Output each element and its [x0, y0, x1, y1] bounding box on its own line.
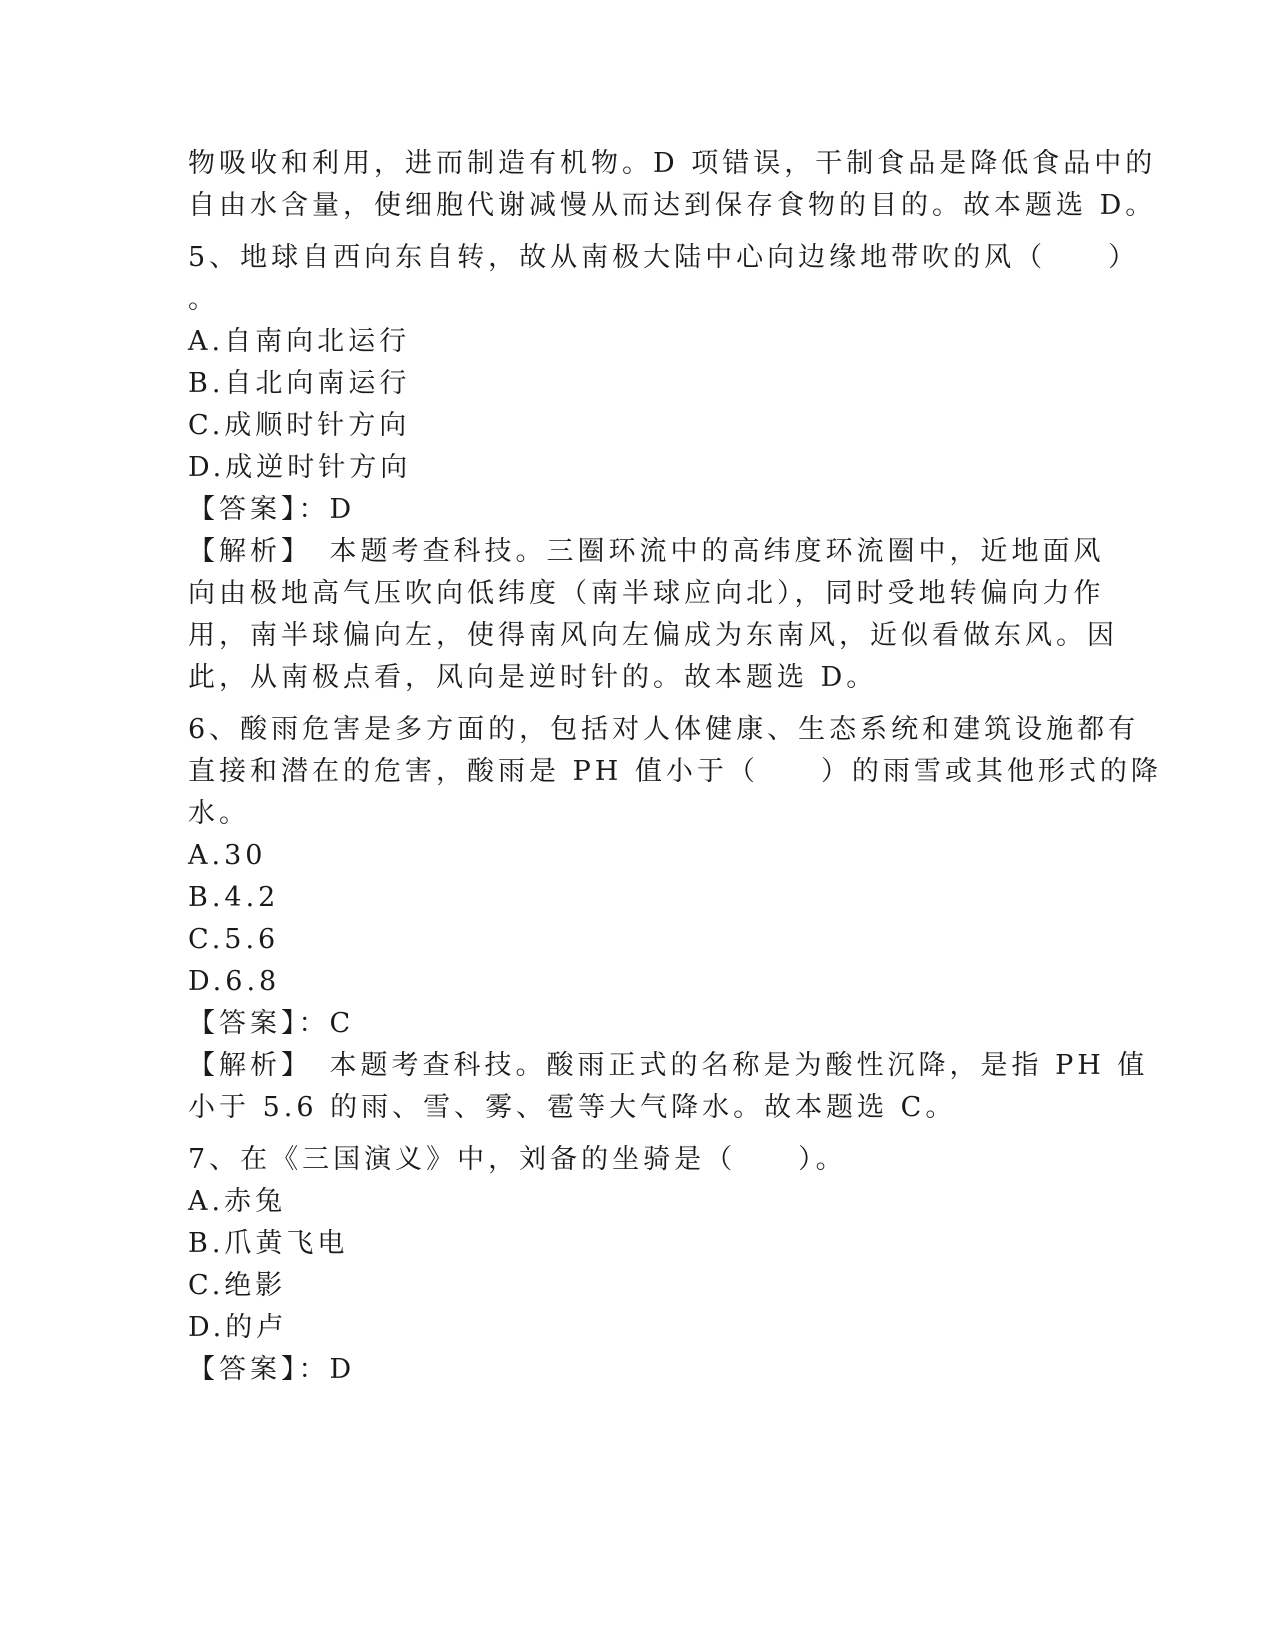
answer: 【答案】：D [188, 494, 356, 525]
answer: 【答案】：D [188, 1354, 356, 1385]
answer: 【答案】：C [188, 1008, 355, 1039]
option-a: A.赤兔 [188, 1186, 287, 1217]
option-a: A.自南向北运行 [188, 326, 411, 357]
option-a: A.30 [188, 840, 267, 871]
explanation-line: 小于 5.6 的雨、雪、雾、雹等大气降水。故本题选 C。 [188, 1092, 957, 1123]
question-stem: 直接和潜在的危害，酸雨是 PH 值小于（ ）的雨雪或其他形式的降 [188, 756, 1162, 787]
explanation-line: 向由极地高气压吹向低纬度（南半球应向北），同时受地转偏向力作 [188, 578, 1105, 609]
text-line: 自由水含量，使细胞代谢减慢从而达到保存食物的目的。故本题选 D。 [188, 190, 1157, 221]
option-c: C.绝影 [188, 1270, 287, 1301]
question-stem: 5、地球自西向东自转，故从南极大陆中心向边缘地带吹的风（ ） [188, 242, 1140, 273]
question-stem: 水。 [188, 798, 250, 829]
option-d: D.成逆时针方向 [188, 452, 412, 483]
question-stem: 。 [188, 284, 219, 315]
explanation-line: 此，从南极点看，风向是逆时针的。故本题选 D。 [188, 662, 878, 693]
document-page [188, 143, 1162, 1391]
option-d: D.6.8 [188, 966, 281, 997]
explanation-line: 用，南半球偏向左，使得南风向左偏成为东南风，近似看做东风。因 [188, 620, 1118, 651]
question-6 [188, 709, 1162, 1129]
explanation-line: 【解析】 本题考查科技。三圈环流中的高纬度环流圈中，近地面风 [188, 536, 1105, 567]
previous-explanation [188, 143, 1157, 227]
question-stem: 7、在《三国演义》中，刘备的坐骑是（ ）。 [188, 1144, 847, 1175]
option-d: D.的卢 [188, 1312, 288, 1343]
option-c: C.成顺时针方向 [188, 410, 411, 441]
option-b: B.自北向南运行 [188, 368, 411, 399]
option-b: B.爪黄飞电 [188, 1228, 349, 1259]
question-stem: 6、酸雨危害是多方面的，包括对人体健康、生态系统和建筑设施都有 [188, 714, 1140, 745]
option-b: B.4.2 [188, 882, 280, 913]
text-line: 物吸收和利用，进而制造有机物。D 项错误，干制食品是降低食品中的 [188, 148, 1157, 179]
question-5 [188, 237, 1140, 699]
option-c: C.5.6 [188, 924, 280, 955]
explanation-line: 【解析】 本题考查科技。酸雨正式的名称是为酸性沉降，是指 PH 值 [188, 1050, 1149, 1081]
question-7 [188, 1139, 1088, 1391]
